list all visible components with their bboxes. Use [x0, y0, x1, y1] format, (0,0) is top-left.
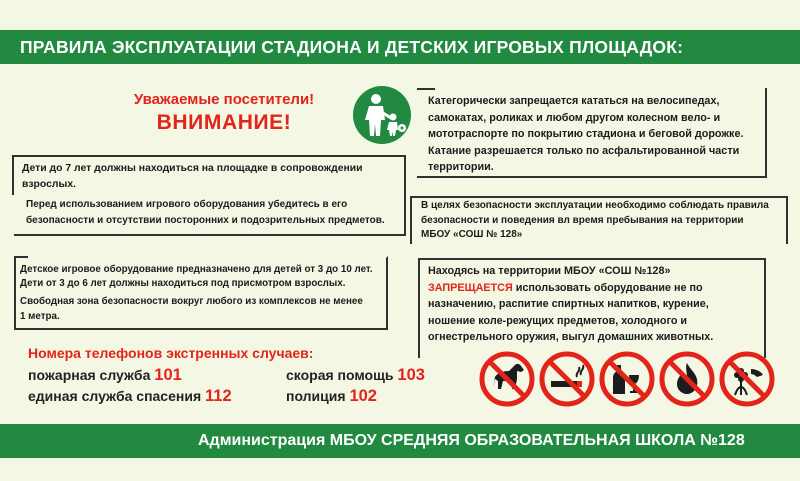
no-smoking-icon [539, 351, 595, 407]
phone-label: пожарная служба [28, 367, 151, 383]
rule-line [428, 280, 713, 297]
rule-no-bicycles [428, 93, 743, 176]
rule-line: взрослых. [22, 179, 77, 190]
rule-line: Детское игровое оборудование предназначено для детей от 3 до 10 лет. [20, 264, 373, 275]
phone-number: 112 [205, 387, 232, 405]
rule-line: Находясь на территории МБОУ «СОШ №128» [428, 265, 671, 277]
rule-line: 1 метра. [20, 310, 60, 322]
no-alcohol-icon [599, 351, 655, 407]
rule-line: безопасности и поведения вл время пребывания на территории [421, 214, 744, 226]
rule-line: территории. [428, 161, 494, 173]
rule-safety-zone [20, 295, 363, 324]
rule-line: мототраспорте по покрытию стадиона и беговой дорожке. [428, 128, 744, 140]
phone-label: скорая помощь [286, 367, 394, 383]
rule-bracket [14, 256, 28, 258]
phone-fire [28, 366, 182, 385]
rule-age-range [20, 263, 373, 290]
header-bar [0, 30, 800, 64]
rule-line-rest: использовать оборудование не по [512, 281, 703, 294]
rule-line: Свободная зона безопасности вокруг любого из комплексов не менее [20, 296, 363, 307]
rule-line: В целях безопасности эксплуатации необходимо соблюдать правила [421, 200, 769, 211]
page-title: ПРАВИЛА ЭКСПЛУАТАЦИИ СТАДИОНА И ДЕТСКИХ ИГРОВЫХ ПЛОЩАДОК: [20, 37, 684, 57]
phone-number: 103 [397, 366, 425, 384]
rule-line: огнестрельного оружия, выгул домашних животных. [428, 331, 714, 343]
adult-with-child-icon [353, 86, 411, 144]
no-dogs-icon [479, 351, 535, 407]
greeting-text: Уважаемые посетители! [133, 91, 315, 108]
rule-line: Дети до 7 лет должны находиться на площадке в сопровождении [22, 163, 363, 174]
phone-label: единая служба спасения [28, 388, 202, 404]
phone-number: 101 [154, 366, 182, 384]
phones-title: Номера телефонов экстренных случаев: [28, 345, 314, 361]
rule-prohibited-activities [428, 263, 713, 346]
rule-line: назначению, распитие спиртных напитков, курение, [428, 298, 709, 310]
rule-line: Перед использованием игрового оборудования убедитесь в его [26, 199, 348, 210]
phone-police [286, 387, 377, 406]
rule-line: Категорически запрещается кататься на велосипедах, [428, 95, 720, 107]
rule-line: МБОУ «СОШ № 128» [421, 229, 523, 240]
phone-ambulance [286, 366, 425, 385]
rule-line: самокатах, роликах и любом другом колесном вело- и [428, 111, 721, 124]
attention-heading: ВНИМАНИЕ! [156, 111, 292, 134]
footer-text: Администрация МБОУ СРЕДНЯЯ ОБРАЗОВАТЕЛЬНАЯ ШКОЛА №128 [198, 432, 745, 449]
rule-safety-behaviour [421, 199, 769, 243]
prohibited-warning: ЗАПРЕЩАЕТСЯ [428, 281, 513, 294]
rule-bracket [417, 88, 435, 90]
rule-line: ношение коле-режущих предметов, холодного и [428, 314, 688, 327]
no-flower-picking-icon [719, 351, 775, 407]
no-fire-icon [659, 351, 715, 407]
rule-children-under-7 [22, 161, 363, 193]
rule-line: Катание разрешается только по асфальтированной части [428, 144, 740, 157]
footer-bar [0, 424, 800, 458]
rule-equipment-safety [26, 197, 385, 229]
rule-line: Дети от 3 до 6 лет должны находиться под присмотром взрослых. [20, 277, 346, 289]
rule-line: безопасности и отсутствии посторонних и подозрительных предметов. [26, 215, 385, 226]
phone-rescue [28, 387, 232, 406]
phone-label: полиция [286, 388, 346, 404]
phone-number: 102 [349, 387, 377, 405]
